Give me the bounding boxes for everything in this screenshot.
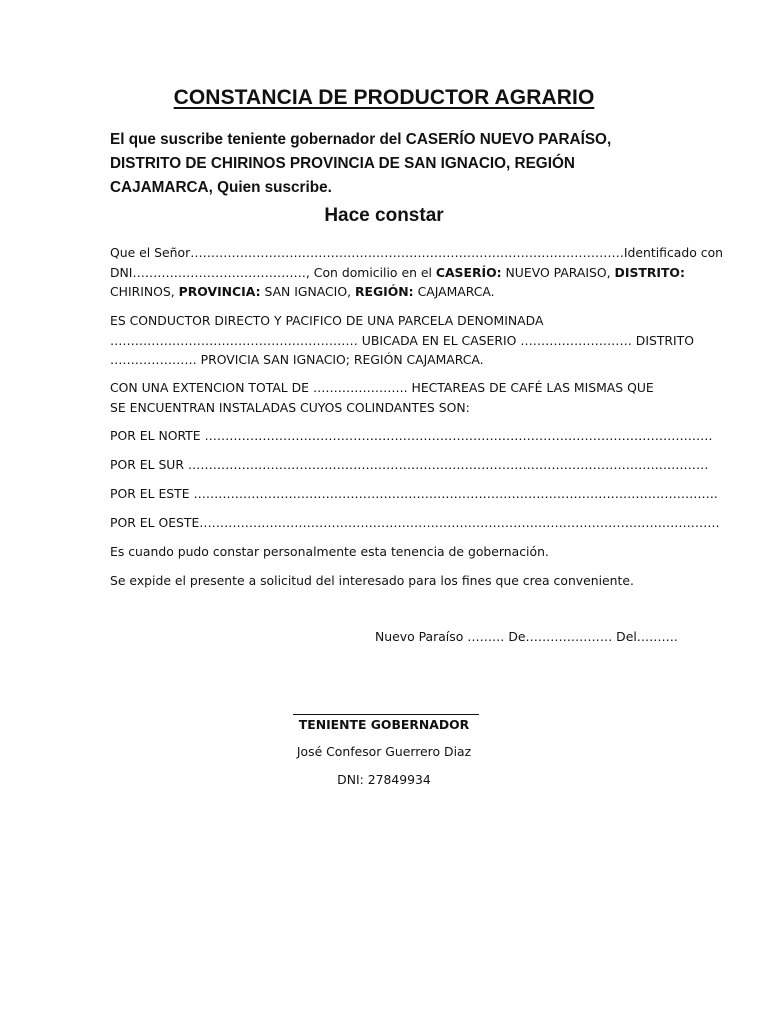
region-label: REGIÓN: [354,284,414,299]
caserio-value: NUEVO PARAISO, [501,264,615,280]
parcel-line-3: ………………… PROVICIA SAN IGNACIO; REGIÓN CAJAMARCA. [110,352,484,367]
statement-personal: Es cuando pudo constar personalmente esta tenencia de gobernación. [110,544,549,559]
extension-line-2: SE ENCUENTRAN INSTALADAS CUYOS COLINDANTES SON: [110,399,470,415]
identity-line-1: Que el Señor……………………………………………………………………………………………Identificado con [110,245,723,260]
intro-line-3: CAJAMARCA, Quien suscribe. [110,179,332,196]
extension-line-1: CON UNA EXTENCION TOTAL DE ………………….. HECTAREAS DE CAFÉ LAS MISMAS QUE [110,380,654,395]
intro-line-1: El que suscribe teniente gobernador del CASERÍO NUEVO PARAÍSO, [110,131,612,148]
intro-line-2: DISTRITO DE CHIRINOS PROVINCIA DE SAN IGNACIO, REGIÓN [110,155,575,172]
extension-paragraph [110,378,670,417]
date-line: Nuevo Paraíso ……… De………………… Del………. [375,629,678,644]
region-value: CAJAMARCA. [413,284,495,299]
identity-line-2 [110,263,685,283]
subtitle-hace-constar: Hace constar [324,205,444,226]
identity-paragraph [110,243,723,302]
signature-dni: DNI: 27849934 [337,772,431,787]
distrito-label: DISTRITO: [614,264,685,280]
dni-field: DNI……………………………………, Con domicilio en el [110,264,436,280]
document-title: CONSTANCIA DE PRODUCTOR AGRARIO [173,86,595,109]
boundary-east: POR EL ESTE ………………………………………………………………………………………………………………. [110,486,718,501]
boundary-west: POR EL OESTE……………………………………………………………………………………………………………… [110,515,720,530]
parcel-paragraph [110,311,694,370]
distrito-value: CHIRINOS, [110,284,179,299]
caserio-label: CASERÍO: [435,264,502,280]
signature-line [293,714,479,715]
signature-role: TENIENTE GOBERNADOR [298,717,470,732]
statement-issued: Se expide el presente a solicitud del interesado para los fines que crea conveniente. [110,573,634,588]
signature-name: José Confesor Guerrero Diaz [296,744,472,759]
boundary-south: POR EL SUR ……………………………………………………………………………………………………………… [110,457,709,472]
parcel-line-1: ES CONDUCTOR DIRECTO Y PACIFICO DE UNA PARCELA DENOMINADA [110,313,544,328]
intro-paragraph [110,128,670,200]
identity-line-3 [110,282,670,302]
provincia-label: PROVINCIA: [178,284,261,299]
boundary-north: POR EL NORTE …………………………………………………………………………………………………………… [110,428,713,443]
parcel-line-2: …………………………………………………… UBICADA EN EL CASERIO ……………………… DISTRITO [110,332,694,348]
provincia-value: SAN IGNACIO, [260,284,355,299]
